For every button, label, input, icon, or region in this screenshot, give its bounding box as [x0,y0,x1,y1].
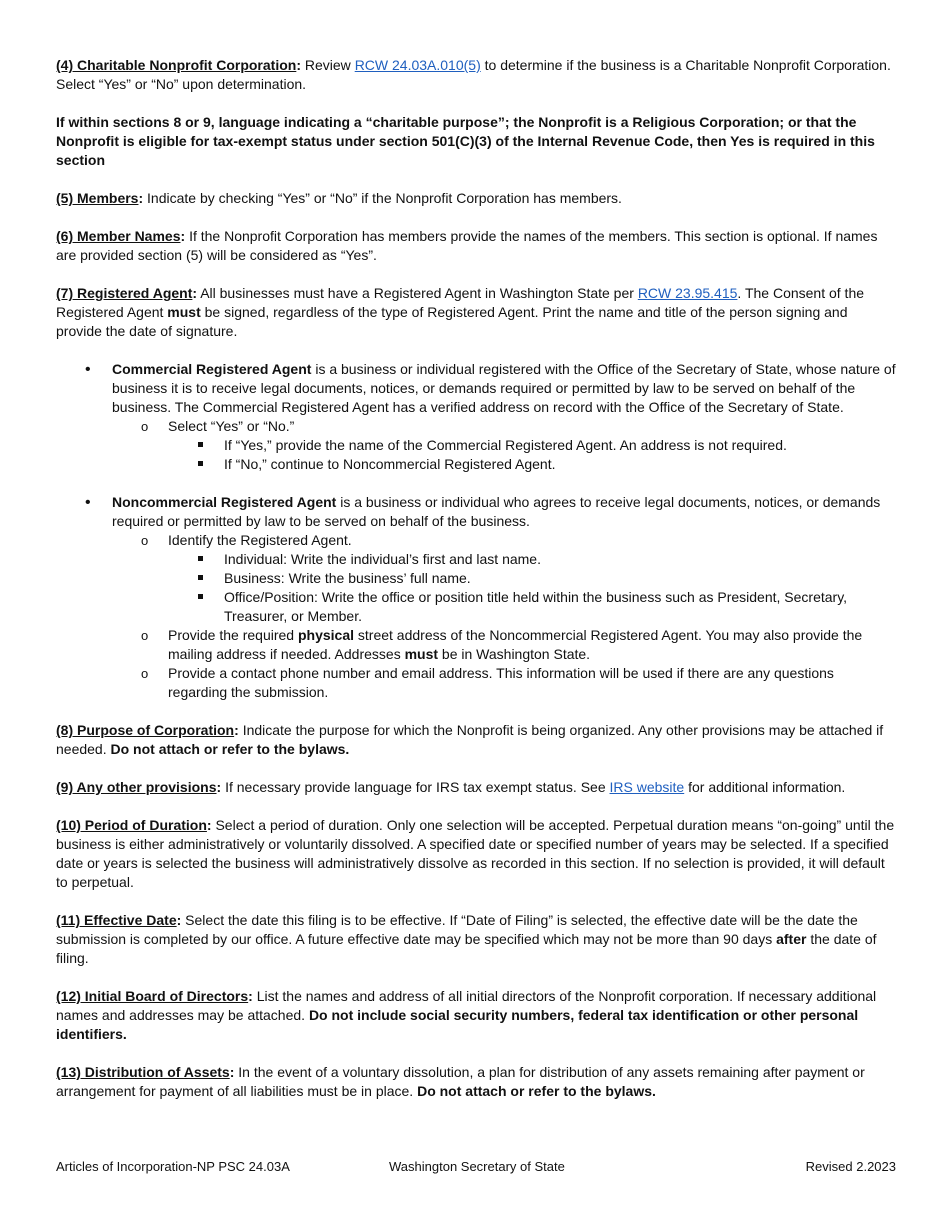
footer-revision: Revised 2.2023 [805,1159,896,1174]
section-10-heading: (10) Period of Duration [56,817,207,833]
rcw-24-03a-link[interactable]: RCW 24.03A.010(5) [354,57,481,73]
section-8-heading: (8) Purpose of Corporation [56,722,235,738]
section-7-heading: (7) Registered Agent [56,285,193,301]
section-6-heading: (6) Member Names [56,228,181,244]
section-5: (5) Members: Indicate by checking “Yes” or “No” if the Nonprofit Corporation has members. [56,190,622,206]
irs-website-link[interactable]: IRS website [609,779,685,795]
page-footer [56,1157,896,1176]
list-item-commercial-agent: • Commercial Registered Agent is a business or individual registered with the Office of the Secretary of State, whose nature of business it is to receive legal documents, notices, or demands required or permitted by law to be served on behalf of the business. The Commercial Registered Agent has a verified address on record with the Office of the Secretary of State. o Select “Yes” or “No.” If “Yes,” provide the name of the Commercial Registered Agent. An address is not required. If “No,” continue to Noncommercial Registered Agent. [56,360,896,474]
section-4: (4) Charitable Nonprofit Corporation: Review RCW 24.03A.010(5) to determine if the business is a Charitable Nonprofit Corporation. Select “Yes” or “No” upon determination. [56,57,891,92]
section-5-heading: (5) Members [56,190,139,206]
list-item: o Provide the required physical street address of the Noncommercial Registered Agent. You may also provide the mailing address if needed. Addresses must be in Washington State. [112,626,896,664]
section-10: (10) Period of Duration: Select a period of duration. Only one selection will be accepted. Perpetual duration means “on-going” until the business is either administratively or voluntarily dissolved. A specified date or specified number of years may be selected. If a specified date or years is selected the business will administratively dissolve as recorded in this section. If no selection is provided, it will default to perpetual. [56,817,895,890]
section-11: (11) Effective Date: Select the date this filing is to be effective. If “Date of Filing” is selected, the effective date will be the date the submission is completed by our office. A future effective date may be specified which may not be more than 90 days after the date of filing. [56,912,877,966]
section-4-note: If within sections 8 or 9, language indicating a “charitable purpose”; the Nonprofit is a Religious Corporation; or that the Nonprofit is eligible for tax-exempt status under section 501(C)(3) of the Internal Revenue Code, then Yes is required in this section [56,114,875,168]
list-item: o Select “Yes” or “No.” If “Yes,” provide the name of the Commercial Registered Agent. An address is not required. If “No,” continue to Noncommercial Registered Agent. [112,417,896,474]
rcw-23-95-link[interactable]: RCW 23.95.415 [637,285,738,301]
instructions-body [56,56,896,1120]
section-13: (13) Distribution of Assets: In the event of a voluntary dissolution, a plan for distribution of any assets remaining after payment or arrangement for payment of all liabilities must be in place. Do not attach or refer to the bylaws. [56,1064,865,1099]
list-item: o Provide a contact phone number and email address. This information will be used if there are any questions regarding the submission. [112,664,896,702]
list-item: Office/Position: Write the office or position title held within the business such as President, Secretary, Treasurer, or Member. [168,588,896,626]
section-7: (7) Registered Agent: All businesses must have a Registered Agent in Washington State per RCW 23.95.415. The Consent of the Registered Agent must be signed, regardless of the type of Registered Agent. Print the name and title of the person signing and provide the date of signature. [56,285,865,339]
section-4-heading: (4) Charitable Nonprofit Corporation [56,57,297,73]
footer-office: Washington Secretary of State [389,1159,565,1174]
section-11-heading: (11) Effective Date [56,912,177,928]
list-item: Individual: Write the individual’s first and last name. [168,550,896,569]
registered-agent-list [56,360,896,474]
footer-form-name: Articles of Incorporation-NP PSC 24.03A [56,1159,290,1174]
list-item: If “No,” continue to Noncommercial Registered Agent. [168,455,896,474]
section-9: (9) Any other provisions: If necessary provide language for IRS tax exempt status. See IRS website for additional information. [56,779,846,795]
list-item-noncommercial-agent: • Noncommercial Registered Agent is a business or individual who agrees to receive legal documents, notices, or demands required or permitted by law to be served on behalf of the business. o Identify the Registered Agent. Individual: Write the individual’s first and last name. Business: Write the business’ full name. Office/Position: Write the office or position title held within the business such as President, Secretary, Treasurer, or Member. o Provide the required physical street address of the Noncommercial Registered Agent. You may also provide the mailing address if needed. Addresses must be in Washington State. o Provide a contact phone number and email address. This information will be used if there are any questions regarding the submission. [56,493,896,702]
section-8: (8) Purpose of Corporation: Indicate the purpose for which the Nonprofit is being organized. Any other provisions may be attached if needed. Do not attach or refer to the bylaws. [56,722,884,757]
section-12-heading: (12) Initial Board of Directors [56,988,249,1004]
noncommercial-agent-list [56,493,896,702]
list-item: Business: Write the business’ full name. [168,569,896,588]
list-item: o Identify the Registered Agent. Individual: Write the individual’s first and last name. Business: Write the business’ full name. Office/Position: Write the office or position title held within the business such as President, Secretary, Treasurer, or Member. [112,531,896,626]
section-13-heading: (13) Distribution of Assets [56,1064,230,1080]
section-6: (6) Member Names: If the Nonprofit Corporation has members provide the names of the members. This section is optional. If names are provided section (5) will be considered as “Yes”. [56,228,878,263]
list-item: If “Yes,” provide the name of the Commercial Registered Agent. An address is not required. [168,436,896,455]
section-12: (12) Initial Board of Directors: List the names and address of all initial directors of the Nonprofit corporation. If necessary additional names and addresses may be attached. Do not include social security numbers, federal tax identification or other personal identifiers. [56,988,877,1042]
section-9-heading: (9) Any other provisions [56,779,217,795]
